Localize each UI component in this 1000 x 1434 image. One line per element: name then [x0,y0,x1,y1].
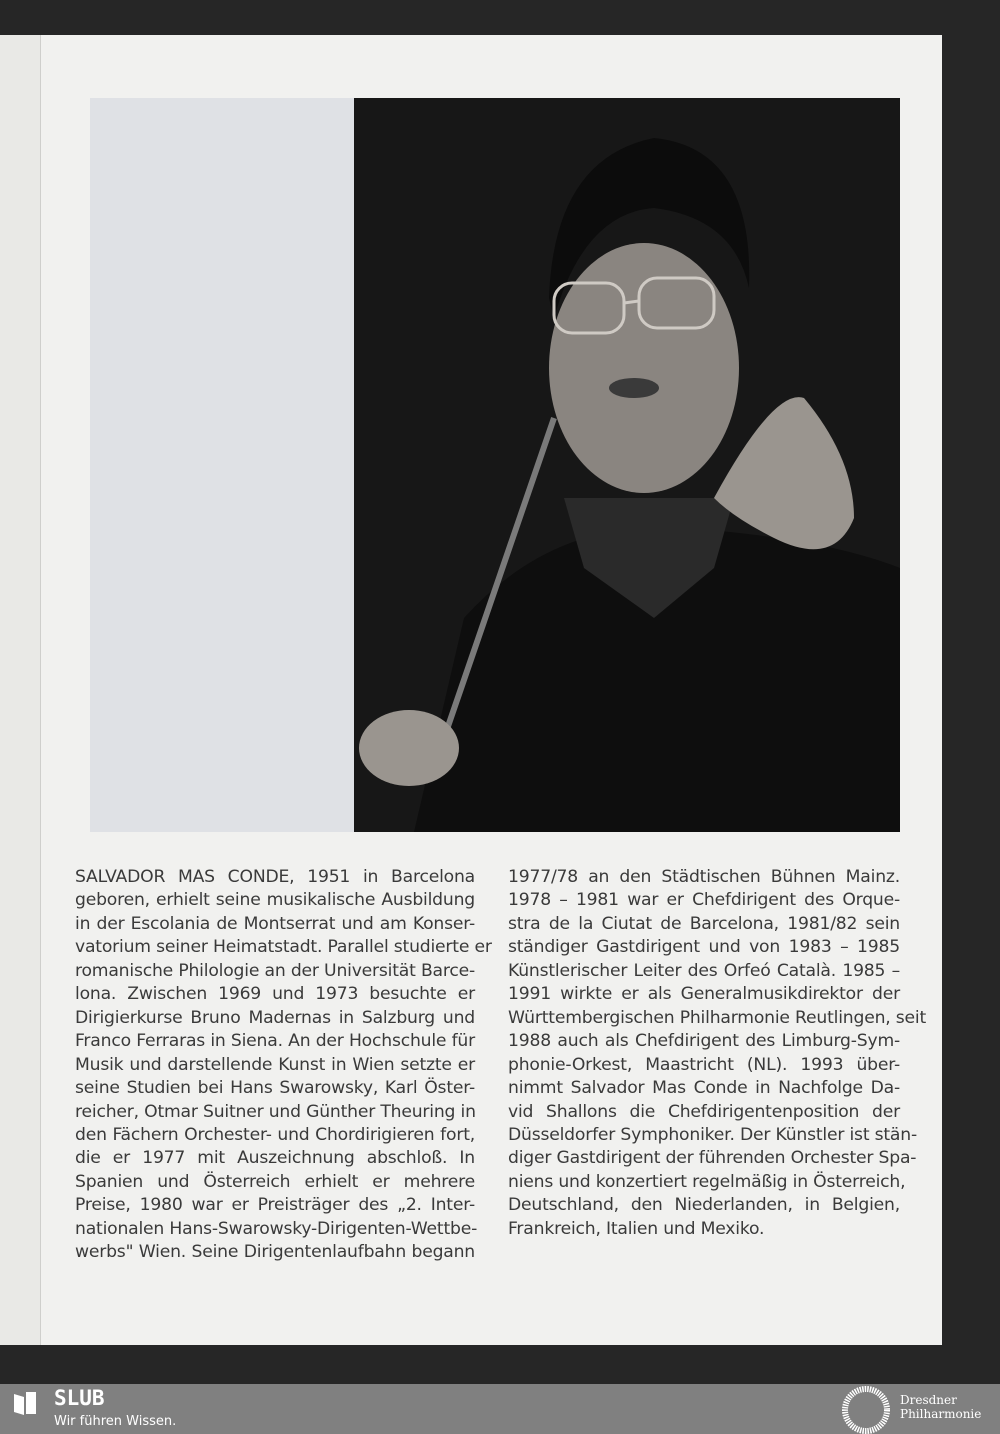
text-line: Württembergischen Philharmonie Reutlingen, seit [508,1007,927,1028]
text-line: 1978 – 1981 war er Chefdirigent des Orque- [508,890,900,911]
text-line: Deutschland, den Niederlanden, in Belgien, [508,1195,900,1216]
text-line: SALVADOR MAS CONDE, 1951 in Barcelona [75,867,475,887]
text-line: romanische Philologie an der Universität Barce- [75,960,475,981]
text-line: Musik und darstellende Kunst in Wien setzte er [75,1054,475,1075]
text-line: lona. Zwischen 1969 und 1973 besuchte er [75,984,475,1005]
conductor-photo [354,98,900,832]
text-line: phonie-Orkest, Maastricht (NL). 1993 über- [508,1054,900,1075]
text-line: Preise, 1980 war er Preisträger des „2. Inter- [75,1195,475,1216]
biography-column-left [75,866,492,1265]
slub-tagline: Wir führen Wissen. [54,1414,177,1429]
text-line: seine Studien bei Hans Swarowsky, Karl Öster- [75,1078,475,1099]
partner-name: Dresdner Philharmonie [900,1393,982,1421]
text-line: nimmt Salvador Mas Conde in Nachfolge Da- [508,1078,900,1099]
slub-name: SLUB [54,1386,105,1410]
text-line: Düsseldorfer Symphoniker. Der Künstler ist stän- [508,1124,917,1145]
text-line: vid Shallons die Chefdirigentenposition der [508,1101,900,1122]
dresdner-philharmonie-logo-icon [842,1386,890,1434]
text-line: die er 1977 mit Auszeichnung abschloß. In [75,1148,475,1169]
text-line: vatorium seiner Heimatstadt. Parallel studierte er [75,937,492,958]
text-line: diger Gastdirigent der führenden Orchester Spa- [508,1148,917,1169]
text-line: Frankreich, Italien und Mexiko. [508,1218,765,1239]
text-line: nationalen Hans-Swarowsky-Dirigenten-Wettbe- [75,1218,478,1239]
text-line: 1988 auch als Chefdirigent des Limburg-Sym- [508,1031,900,1052]
page-fold [40,35,41,1345]
text-line: Franco Ferraras in Siena. An der Hochschule für [75,1031,475,1052]
footer-bar [0,1384,1000,1434]
text-line: werbs" Wien. Seine Dirigentenlaufbahn begann [75,1242,475,1263]
text-line: 1977/78 an den Städtischen Bühnen Mainz. [508,867,900,887]
text-line: niens und konzertiert regelmäßig in Österreich, [508,1171,906,1192]
text-line: den Fächern Orchester- und Chordirigieren fort, [75,1124,475,1145]
text-line: Künstlerischer Leiter des Orfeó Català. 1985 – [508,960,900,981]
text-line: geboren, erhielt seine musikalische Ausbildung [75,890,475,911]
text-line: ständiger Gastdirigent und von 1983 – 1985 [508,937,900,958]
facing-page-edge [0,35,40,1345]
text-line: Dirigierkurse Bruno Madernas in Salzburg und [75,1007,475,1028]
biography-column-right [508,866,927,1241]
text-line: in der Escolania de Montserrat und am Konser- [75,913,475,934]
text-line: 1991 wirkte er als Generalmusikdirektor der [508,984,900,1005]
text-line: reicher, Otmar Suitner und Günther Theuring in [75,1101,476,1122]
slub-book-icon [12,1390,38,1416]
show-through-area [90,98,354,832]
text-line: stra de la Ciutat de Barcelona, 1981/82 sein [508,913,900,934]
text-line: Spanien und Österreich erhielt er mehrere [75,1171,475,1192]
